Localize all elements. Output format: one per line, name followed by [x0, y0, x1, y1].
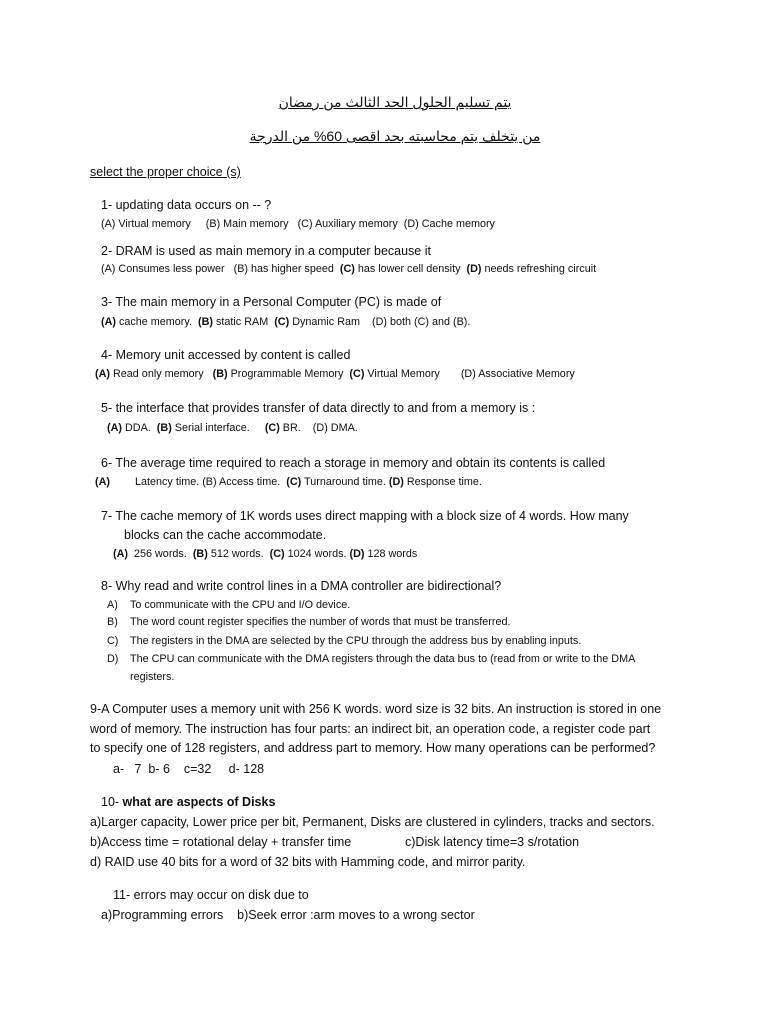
question-10-option-a: a)Larger capacity, Lower price per bit, Permanent, Disks are clustered in cylinders, tracks and sectors.: [90, 815, 655, 829]
question-6-option-a-label: (A): [95, 476, 110, 488]
question-8-option-a-label: A): [107, 599, 118, 611]
question-5-options: (A) DDA. (B) Serial interface. (C) BR. (D) DMA.: [107, 422, 358, 434]
question-5: 5- the interface that provides transfer of data directly to and from a memory is :: [101, 401, 536, 415]
question-10-option-b: b)Access time = rotational delay + transfer time: [90, 835, 352, 849]
question-8-option-c-label: C): [107, 635, 119, 647]
question-3: 3- The main memory in a Personal Computer (PC) is made of: [101, 295, 442, 309]
question-8-option-b-label: B): [107, 616, 118, 628]
question-7-options: (A) 256 words. (B) 512 words. (C) 1024 words. (D) 128 words: [113, 548, 418, 560]
question-11: 11- errors may occur on disk due to: [113, 888, 309, 902]
question-1: 1- updating data occurs on -- ?: [101, 198, 272, 212]
question-8-option-d-cont: registers.: [130, 671, 175, 683]
question-9-line-1: 9-A Computer uses a memory unit with 256 K words. word size is 32 bits. An instruction is stored in one: [90, 702, 662, 716]
question-11-options: a)Programming errors b)Seek error :arm moves to a wrong sector: [101, 908, 475, 922]
header-line-2: من يتخلف يتم محاسبته بحد اقصى 60% من الدرجة: [249, 128, 541, 144]
question-10-heading: 10- what are aspects of Disks: [101, 795, 276, 809]
question-2-options: (A) Consumes less power (B) has higher speed (C) has lower cell density (D) needs refreshing circuit: [101, 263, 597, 275]
question-4: 4- Memory unit accessed by content is called: [101, 348, 351, 362]
question-9-line-2: word of memory. The instruction has four parts: an indirect bit, an operation code, a register code part: [90, 722, 651, 736]
header-line-1: يتم تسليم الحلول الحد الثالث من رمضان: [278, 94, 512, 110]
question-7-line-2: blocks can the cache accommodate.: [124, 528, 327, 542]
question-10-option-c: c)Disk latency time=3 s/rotation: [405, 835, 580, 849]
question-4-options: (A) Read only memory (B) Programmable Memory (C) Virtual Memory (D) Associative Memory: [95, 368, 575, 380]
question-7-line-1: 7- The cache memory of 1K words uses direct mapping with a block size of 4 words. How many: [101, 509, 629, 523]
question-1-options: (A) Virtual memory (B) Main memory (C) Auxiliary memory (D) Cache memory: [101, 218, 495, 230]
question-10-option-d: d) RAID use 40 bits for a word of 32 bits with Hamming code, and mirror parity.: [90, 855, 526, 869]
question-3-options: (A) cache memory. (B) static RAM (C) Dynamic Ram (D) both (C) and (B).: [101, 316, 471, 328]
question-6-options: Latency time. (B) Access time. (C) Turnaround time. (D) Response time.: [135, 476, 482, 488]
question-8-option-a: To communicate with the CPU and I/O device.: [130, 599, 351, 611]
question-8-option-d: The CPU can communicate with the DMA registers through the data bus to (read from or write to the DMA: [130, 653, 636, 665]
question-8-option-b: The word count register specifies the number of words that must be transferred.: [130, 616, 511, 628]
question-8-option-c: The registers in the DMA are selected by the CPU through the address bus by enabling inputs.: [130, 635, 582, 647]
question-9-line-3: to specify one of 128 registers, and address part to memory. How many operations can be performed?: [90, 741, 656, 755]
question-8-option-d-label: D): [107, 653, 119, 665]
question-9-options: a- 7 b- 6 c=32 d- 128: [113, 762, 265, 776]
instruction: select the proper choice (s): [90, 165, 241, 179]
question-2: 2- DRAM is used as main memory in a computer because it: [101, 244, 431, 258]
question-6: 6- The average time required to reach a storage in memory and obtain its contents is called: [101, 456, 606, 470]
question-8: 8- Why read and write control lines in a DMA controller are bidirectional?: [101, 579, 502, 593]
